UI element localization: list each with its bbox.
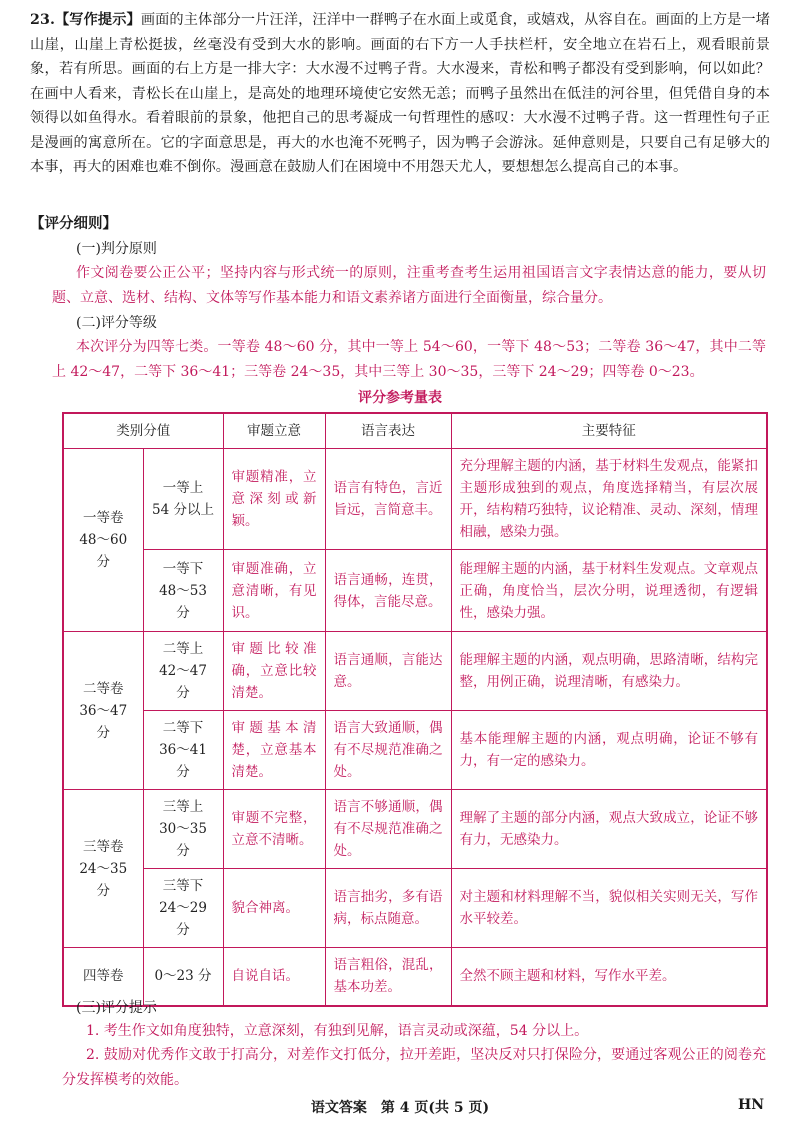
category-label: 二等卷 36～47 分 xyxy=(79,680,128,741)
footer-region-code: HN xyxy=(737,1097,764,1113)
subcategory-cell xyxy=(143,869,223,948)
header-language: 语言表达 xyxy=(325,413,451,449)
table-row xyxy=(63,632,767,711)
table-row xyxy=(63,948,767,1006)
writing-hint-text: 画面的主体部分一片汪洋，汪洋中一群鸭子在水面上或觅食，或嬉戏，从容自在。画面的上方是一堵山崖，山崖上青松挺拔，丝毫没有受到大水的影响。画面的右下方一人手扶栏杆，安全地立在岩石上，观看眼前景象，若有所思。画面的右上方是一排大字：大水漫不过鸭子背。大水漫来，青松和鸭子都没有受到影响，何以如此？在画中人看来，青松长在山崖上，是高处的地理环境使它安然无恙；而鸭子虽然出在低洼的河谷里，但凭借自身的本领得以如鱼得水。看着眼前的景象，他把自己的思考凝成一句哲理性的感叹：大水漫不过鸭子背。这一哲理性句子正是漫画的寓意所在。它的字面意思是，再大的水也淹不死鸭子，因为鸭子会游泳。延伸意则是，只要自己有足够大的本事，再大的困难也难不倒你。漫画意在鼓励人们在困境中不用怨天尤人，要想想怎么提高自己的本事。 xyxy=(30,12,771,175)
language-cell: 语言大致通顺，偶有不尽规范准确之处。 xyxy=(325,711,451,790)
theme-cell: 审题不完整，立意不清晰。 xyxy=(223,790,325,869)
theme-cell: 自说自话。 xyxy=(223,948,325,1006)
language-cell: 语言通顺，言能达意。 xyxy=(325,632,451,711)
language-cell: 语言通畅，连贯，得体，言能尽意。 xyxy=(325,550,451,632)
header-feature: 主要特征 xyxy=(451,413,767,449)
table-header-row xyxy=(63,413,767,449)
table-row xyxy=(63,869,767,948)
language-cell: 语言拙劣，多有语病，标点随意。 xyxy=(325,869,451,948)
theme-cell: 貌合神离。 xyxy=(223,869,325,948)
header-category: 类别分值 xyxy=(63,413,223,449)
tip-item-2: 2. 鼓励对优秀作文敢于打高分，对差作文打低分，拉开差距，坚决反对只打保险分，要通过客观公正的阅卷充分发挥模考的效能。 xyxy=(62,1047,766,1088)
theme-cell: 审题准确，立意清晰，有见识。 xyxy=(223,550,325,632)
feature-cell: 基本能理解主题的内涵，观点明确，论证不够有力，有一定的感染力。 xyxy=(451,711,767,790)
subcategory-cell xyxy=(143,711,223,790)
language-cell: 语言不够通顺，偶有不尽规范准确之处。 xyxy=(325,790,451,869)
table-row xyxy=(63,550,767,632)
subcategory-label: 一等下 48～53 分 xyxy=(159,560,207,621)
page-footer: 语文答案 第 4 页(共 5 页) xyxy=(310,1100,490,1116)
category-cell xyxy=(63,632,143,790)
rubric-heading: 【评分细则】 xyxy=(30,215,117,232)
feature-cell: 充分理解主题的内涵，基于材料生发观点，能紧扣主题形成独到的观点，角度选择精当，有层次展开，结构精巧独特，议论精准、灵动、深刻，情理相融，感染力强。 xyxy=(451,449,767,550)
section-grade-levels-title: (二)评分等级 xyxy=(76,315,157,331)
header-theme: 审题立意 xyxy=(223,413,325,449)
feature-cell: 能理解主题的内涵，观点明确，思路清晰，结构完整，用例正确，说理清晰，有感染力。 xyxy=(451,632,767,711)
category-label: 三等卷 24～35 分 xyxy=(79,838,128,899)
theme-cell: 审题比较准确，立意比较清楚。 xyxy=(223,632,325,711)
writing-hint-tag: 【写作提示】 xyxy=(54,12,141,28)
section-judging-principle-text: 作文阅卷要公正公平；坚持内容与形式统一的原则，注重考查考生运用祖国语言文字表情达意的能力，要从切题、立意、选材、结构、文体等写作基本能力和语文素养诸方面进行全面衡量，综合量分。 xyxy=(52,265,766,306)
section-tips-title: (三)评分提示 xyxy=(76,1000,157,1016)
section-judging-principle-title: (一)判分原则 xyxy=(76,241,157,257)
theme-cell: 审题基本清楚，立意基本清楚。 xyxy=(223,711,325,790)
category-label: 四等卷 xyxy=(83,968,124,985)
language-cell: 语言有特色，言近旨远，言简意丰。 xyxy=(325,449,451,550)
category-cell xyxy=(63,449,143,632)
table-row xyxy=(63,711,767,790)
subcategory-label: 一等上 54 分以上 xyxy=(152,480,214,518)
feature-cell: 理解了主题的部分内涵，观点大致成立，论证不够有力，无感染力。 xyxy=(451,790,767,869)
subcategory-label: 三等上 30～35 分 xyxy=(159,799,207,859)
subcategory-label: 二等上 42～47 分 xyxy=(159,641,207,701)
feature-cell: 全然不顾主题和材料，写作水平差。 xyxy=(451,948,767,1006)
subcategory-cell xyxy=(143,632,223,711)
subcategory-label: 0～23 分 xyxy=(154,968,212,985)
table-row xyxy=(63,790,767,869)
subcategory-cell xyxy=(143,550,223,632)
section-grade-levels-text: 本次评分为四等七类。一等卷 48～60 分，其中一等上 54～60，一等下 48～53；二等卷 36～47，其中二等上 42～47，二等下 36～41；三等卷 24～35，其中三等上 30～35，三等下 24～29；四等卷 0～23。 xyxy=(52,339,766,380)
feature-cell: 能理解主题的内涵，基于材料生发观点。文章观点正确，角度恰当，层次分明，说理透彻，有逻辑性，感染力强。 xyxy=(451,550,767,632)
subcategory-cell xyxy=(143,449,223,550)
subcategory-cell xyxy=(143,790,223,869)
feature-cell: 对主题和材料理解不当，貌似相关实则无关，写作水平较差。 xyxy=(451,869,767,948)
question-number: 23. xyxy=(30,12,55,28)
subcategory-label: 三等下 24～29 分 xyxy=(159,878,207,938)
theme-cell: 审题精准，立意深刻或新颖。 xyxy=(223,449,325,550)
category-cell xyxy=(63,790,143,948)
tip-item-1: 1. 考生作文如角度独特，立意深刻，有独到见解，语言灵动或深蕴，54 分以上。 xyxy=(86,1023,589,1039)
table-row xyxy=(63,449,767,550)
question-23-block xyxy=(30,8,770,180)
rubric-table xyxy=(62,412,768,1007)
language-cell: 语言粗俗，混乱，基本功差。 xyxy=(325,948,451,1006)
rubric-table-title: 评分参考量表 xyxy=(358,390,442,406)
subcategory-label: 二等下 36～41 分 xyxy=(159,720,207,780)
category-label: 一等卷 48～60 分 xyxy=(79,510,128,570)
